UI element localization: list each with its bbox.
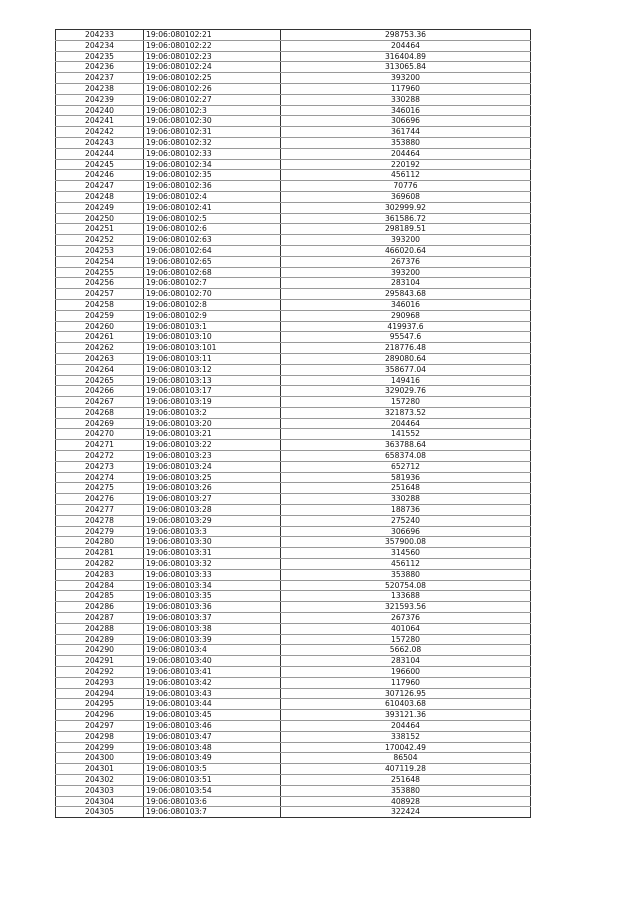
- cadastral-number-cell: 19:06:080103:3: [144, 526, 281, 537]
- table-row: [56, 699, 531, 710]
- table-row: [56, 440, 531, 451]
- row-number-cell: 204241: [56, 116, 144, 127]
- cadastral-number-cell: 19:06:080102:6: [144, 224, 281, 235]
- cadastral-number-cell: 19:06:080103:22: [144, 440, 281, 451]
- table-row: [56, 774, 531, 785]
- row-number-cell: 204271: [56, 440, 144, 451]
- value-cell: 610403.68: [281, 699, 531, 710]
- row-number-cell: 204273: [56, 461, 144, 472]
- row-number-cell: 204261: [56, 332, 144, 343]
- cadastral-number-cell: 19:06:080102:27: [144, 94, 281, 105]
- table-row: [56, 753, 531, 764]
- cadastral-number-cell: 19:06:080103:49: [144, 753, 281, 764]
- cadastral-number-cell: 19:06:080103:2: [144, 407, 281, 418]
- row-number-cell: 204293: [56, 677, 144, 688]
- row-number-cell: 204250: [56, 213, 144, 224]
- table-row: [56, 537, 531, 548]
- cadastral-number-cell: 19:06:080103:41: [144, 667, 281, 678]
- table-row: [56, 580, 531, 591]
- table-row: [56, 656, 531, 667]
- value-cell: 466020.64: [281, 245, 531, 256]
- value-cell: 419937.6: [281, 321, 531, 332]
- row-number-cell: 204258: [56, 299, 144, 310]
- row-number-cell: 204269: [56, 418, 144, 429]
- value-cell: 393200: [281, 235, 531, 246]
- table-row: [56, 40, 531, 51]
- row-number-cell: 204292: [56, 667, 144, 678]
- row-number-cell: 204234: [56, 40, 144, 51]
- value-cell: 330288: [281, 94, 531, 105]
- cadastral-number-cell: 19:06:080102:32: [144, 137, 281, 148]
- row-number-cell: 204274: [56, 472, 144, 483]
- value-cell: 302999.92: [281, 202, 531, 213]
- table-row: [56, 397, 531, 408]
- table-row: [56, 353, 531, 364]
- value-cell: 658374.08: [281, 451, 531, 462]
- row-number-cell: 204266: [56, 386, 144, 397]
- table-row: [56, 170, 531, 181]
- value-cell: 290968: [281, 310, 531, 321]
- cadastral-number-cell: 19:06:080102:33: [144, 148, 281, 159]
- value-cell: 157280: [281, 397, 531, 408]
- cadastral-number-cell: 19:06:080103:30: [144, 537, 281, 548]
- row-number-cell: 204295: [56, 699, 144, 710]
- row-number-cell: 204246: [56, 170, 144, 181]
- value-cell: 329029.76: [281, 386, 531, 397]
- cadastral-number-cell: 19:06:080103:39: [144, 634, 281, 645]
- value-cell: 117960: [281, 83, 531, 94]
- table-row: [56, 526, 531, 537]
- value-cell: 652712: [281, 461, 531, 472]
- cadastral-number-cell: 19:06:080103:19: [144, 397, 281, 408]
- cadastral-number-cell: 19:06:080102:31: [144, 127, 281, 138]
- row-number-cell: 204262: [56, 343, 144, 354]
- row-number-cell: 204243: [56, 137, 144, 148]
- table-row: [56, 213, 531, 224]
- row-number-cell: 204267: [56, 397, 144, 408]
- cadastral-number-cell: 19:06:080102:41: [144, 202, 281, 213]
- cadastral-number-cell: 19:06:080103:46: [144, 721, 281, 732]
- value-cell: 408928: [281, 796, 531, 807]
- cadastral-number-cell: 19:06:080103:47: [144, 731, 281, 742]
- table-row: [56, 83, 531, 94]
- table-row: [56, 235, 531, 246]
- value-cell: 316404.89: [281, 51, 531, 62]
- cadastral-number-cell: 19:06:080102:70: [144, 289, 281, 300]
- value-cell: 353880: [281, 785, 531, 796]
- table-row: [56, 515, 531, 526]
- value-cell: 361744: [281, 127, 531, 138]
- table-row: [56, 267, 531, 278]
- row-number-cell: 204285: [56, 591, 144, 602]
- value-cell: 204464: [281, 418, 531, 429]
- value-cell: 298753.36: [281, 30, 531, 41]
- value-cell: 361586.72: [281, 213, 531, 224]
- row-number-cell: 204240: [56, 105, 144, 116]
- row-number-cell: 204294: [56, 688, 144, 699]
- cadastral-number-cell: 19:06:080103:37: [144, 613, 281, 624]
- value-cell: 321593.56: [281, 602, 531, 613]
- value-cell: 251648: [281, 483, 531, 494]
- cadastral-number-cell: 19:06:080103:23: [144, 451, 281, 462]
- cadastral-number-cell: 19:06:080102:5: [144, 213, 281, 224]
- table-row: [56, 559, 531, 570]
- value-cell: 321873.52: [281, 407, 531, 418]
- table-body: [56, 30, 531, 818]
- table-row: [56, 116, 531, 127]
- table-row: [56, 461, 531, 472]
- value-cell: 86504: [281, 753, 531, 764]
- row-number-cell: 204265: [56, 375, 144, 386]
- cadastral-number-cell: 19:06:080102:65: [144, 256, 281, 267]
- table-row: [56, 677, 531, 688]
- cadastral-number-cell: 19:06:080103:31: [144, 548, 281, 559]
- table-row: [56, 51, 531, 62]
- table-row: [56, 94, 531, 105]
- row-number-cell: 204270: [56, 429, 144, 440]
- cadastral-number-cell: 19:06:080102:22: [144, 40, 281, 51]
- table-row: [56, 494, 531, 505]
- table-row: [56, 202, 531, 213]
- table-row: [56, 386, 531, 397]
- cadastral-number-cell: 19:06:080103:34: [144, 580, 281, 591]
- cadastral-number-cell: 19:06:080103:24: [144, 461, 281, 472]
- row-number-cell: 204304: [56, 796, 144, 807]
- cadastral-number-cell: 19:06:080102:3: [144, 105, 281, 116]
- table-row: [56, 602, 531, 613]
- table-row: [56, 721, 531, 732]
- table-row: [56, 418, 531, 429]
- table-row: [56, 407, 531, 418]
- cadastral-number-cell: 19:06:080102:36: [144, 181, 281, 192]
- table-row: [56, 548, 531, 559]
- value-cell: 369608: [281, 191, 531, 202]
- row-number-cell: 204287: [56, 613, 144, 624]
- row-number-cell: 204254: [56, 256, 144, 267]
- cadastral-number-cell: 19:06:080103:44: [144, 699, 281, 710]
- cadastral-number-cell: 19:06:080102:25: [144, 73, 281, 84]
- row-number-cell: 204242: [56, 127, 144, 138]
- table-row: [56, 796, 531, 807]
- row-number-cell: 204252: [56, 235, 144, 246]
- table-row: [56, 224, 531, 235]
- cadastral-number-cell: 19:06:080103:40: [144, 656, 281, 667]
- table-row: [56, 375, 531, 386]
- table-row: [56, 62, 531, 73]
- row-number-cell: 204299: [56, 742, 144, 753]
- value-cell: 407119.28: [281, 764, 531, 775]
- table-row: [56, 613, 531, 624]
- row-number-cell: 204288: [56, 623, 144, 634]
- value-cell: 188736: [281, 505, 531, 516]
- value-cell: 275240: [281, 515, 531, 526]
- value-cell: 218776.48: [281, 343, 531, 354]
- value-cell: 393200: [281, 73, 531, 84]
- value-cell: 401064: [281, 623, 531, 634]
- table-row: [56, 667, 531, 678]
- cadastral-number-cell: 19:06:080103:26: [144, 483, 281, 494]
- cadastral-number-cell: 19:06:080103:21: [144, 429, 281, 440]
- row-number-cell: 204275: [56, 483, 144, 494]
- cadastral-number-cell: 19:06:080103:29: [144, 515, 281, 526]
- row-number-cell: 204298: [56, 731, 144, 742]
- table-row: [56, 623, 531, 634]
- row-number-cell: 204248: [56, 191, 144, 202]
- value-cell: 313065.84: [281, 62, 531, 73]
- cadastral-number-cell: 19:06:080102:24: [144, 62, 281, 73]
- cadastral-number-cell: 19:06:080103:7: [144, 807, 281, 818]
- table-row: [56, 289, 531, 300]
- cadastral-number-cell: 19:06:080103:6: [144, 796, 281, 807]
- value-cell: 330288: [281, 494, 531, 505]
- value-cell: 251648: [281, 774, 531, 785]
- row-number-cell: 204302: [56, 774, 144, 785]
- table-row: [56, 634, 531, 645]
- cadastral-number-cell: 19:06:080103:5: [144, 764, 281, 775]
- table-row: [56, 645, 531, 656]
- row-number-cell: 204280: [56, 537, 144, 548]
- row-number-cell: 204245: [56, 159, 144, 170]
- table-row: [56, 245, 531, 256]
- cadastral-number-cell: 19:06:080103:25: [144, 472, 281, 483]
- value-cell: 456112: [281, 559, 531, 570]
- cadastral-number-cell: 19:06:080103:10: [144, 332, 281, 343]
- table-row: [56, 764, 531, 775]
- table-row: [56, 256, 531, 267]
- value-cell: 133688: [281, 591, 531, 602]
- table-row: [56, 451, 531, 462]
- row-number-cell: 204238: [56, 83, 144, 94]
- row-number-cell: 204255: [56, 267, 144, 278]
- row-number-cell: 204291: [56, 656, 144, 667]
- table-row: [56, 569, 531, 580]
- value-cell: 283104: [281, 656, 531, 667]
- cadastral-number-cell: 19:06:080102:30: [144, 116, 281, 127]
- cadastral-number-cell: 19:06:080102:35: [144, 170, 281, 181]
- row-number-cell: 204297: [56, 721, 144, 732]
- table-row: [56, 148, 531, 159]
- cadastral-number-cell: 19:06:080103:43: [144, 688, 281, 699]
- row-number-cell: 204237: [56, 73, 144, 84]
- table-row: [56, 591, 531, 602]
- table-row: [56, 159, 531, 170]
- table-row: [56, 181, 531, 192]
- cadastral-number-cell: 19:06:080102:64: [144, 245, 281, 256]
- value-cell: 307126.95: [281, 688, 531, 699]
- table-row: [56, 30, 531, 41]
- value-cell: 157280: [281, 634, 531, 645]
- row-number-cell: 204272: [56, 451, 144, 462]
- row-number-cell: 204256: [56, 278, 144, 289]
- value-cell: 298189.51: [281, 224, 531, 235]
- row-number-cell: 204296: [56, 710, 144, 721]
- row-number-cell: 204284: [56, 580, 144, 591]
- value-cell: 357900.08: [281, 537, 531, 548]
- row-number-cell: 204251: [56, 224, 144, 235]
- cadastral-number-cell: 19:06:080103:38: [144, 623, 281, 634]
- value-cell: 581936: [281, 472, 531, 483]
- value-cell: 70776: [281, 181, 531, 192]
- cadastral-number-cell: 19:06:080103:12: [144, 364, 281, 375]
- value-cell: 204464: [281, 721, 531, 732]
- row-number-cell: 204283: [56, 569, 144, 580]
- table-row: [56, 137, 531, 148]
- table-row: [56, 299, 531, 310]
- row-number-cell: 204301: [56, 764, 144, 775]
- value-cell: 346016: [281, 299, 531, 310]
- row-number-cell: 204305: [56, 807, 144, 818]
- row-number-cell: 204247: [56, 181, 144, 192]
- cadastral-number-cell: 19:06:080103:17: [144, 386, 281, 397]
- value-cell: 267376: [281, 256, 531, 267]
- table-row: [56, 127, 531, 138]
- row-number-cell: 204289: [56, 634, 144, 645]
- value-cell: 204464: [281, 148, 531, 159]
- cadastral-number-cell: 19:06:080103:48: [144, 742, 281, 753]
- value-cell: 346016: [281, 105, 531, 116]
- row-number-cell: 204279: [56, 526, 144, 537]
- cadastral-number-cell: 19:06:080103:101: [144, 343, 281, 354]
- value-cell: 170042.49: [281, 742, 531, 753]
- value-cell: 306696: [281, 526, 531, 537]
- cadastral-number-cell: 19:06:080103:32: [144, 559, 281, 570]
- value-cell: 149416: [281, 375, 531, 386]
- row-number-cell: 204263: [56, 353, 144, 364]
- cadastral-number-cell: 19:06:080103:11: [144, 353, 281, 364]
- cadastral-number-cell: 19:06:080102:7: [144, 278, 281, 289]
- row-number-cell: 204233: [56, 30, 144, 41]
- value-cell: 283104: [281, 278, 531, 289]
- table-row: [56, 310, 531, 321]
- cadastral-number-cell: 19:06:080103:33: [144, 569, 281, 580]
- cadastral-number-cell: 19:06:080103:35: [144, 591, 281, 602]
- cadastral-number-cell: 19:06:080102:21: [144, 30, 281, 41]
- value-cell: 358677.04: [281, 364, 531, 375]
- row-number-cell: 204239: [56, 94, 144, 105]
- row-number-cell: 204253: [56, 245, 144, 256]
- value-cell: 338152: [281, 731, 531, 742]
- cadastral-number-cell: 19:06:080103:4: [144, 645, 281, 656]
- table-row: [56, 710, 531, 721]
- cadastral-number-cell: 19:06:080103:20: [144, 418, 281, 429]
- cadastral-number-cell: 19:06:080102:68: [144, 267, 281, 278]
- row-number-cell: 204249: [56, 202, 144, 213]
- table-row: [56, 191, 531, 202]
- table-row: [56, 807, 531, 818]
- cadastral-number-cell: 19:06:080103:42: [144, 677, 281, 688]
- table-row: [56, 343, 531, 354]
- table-row: [56, 742, 531, 753]
- row-number-cell: 204236: [56, 62, 144, 73]
- cadastral-number-cell: 19:06:080102:9: [144, 310, 281, 321]
- table-row: [56, 429, 531, 440]
- table-row: [56, 472, 531, 483]
- value-cell: 456112: [281, 170, 531, 181]
- table-row: [56, 321, 531, 332]
- row-number-cell: 204303: [56, 785, 144, 796]
- row-number-cell: 204268: [56, 407, 144, 418]
- row-number-cell: 204257: [56, 289, 144, 300]
- cadastral-number-cell: 19:06:080103:27: [144, 494, 281, 505]
- row-number-cell: 204282: [56, 559, 144, 570]
- cadastral-number-cell: 19:06:080103:13: [144, 375, 281, 386]
- table-row: [56, 332, 531, 343]
- value-cell: 5662.08: [281, 645, 531, 656]
- cadastral-number-cell: 19:06:080103:54: [144, 785, 281, 796]
- row-number-cell: 204244: [56, 148, 144, 159]
- value-cell: 363788.64: [281, 440, 531, 451]
- value-cell: 196600: [281, 667, 531, 678]
- row-number-cell: 204290: [56, 645, 144, 656]
- table-row: [56, 73, 531, 84]
- value-cell: 353880: [281, 569, 531, 580]
- cadastral-number-cell: 19:06:080102:4: [144, 191, 281, 202]
- value-cell: 220192: [281, 159, 531, 170]
- row-number-cell: 204235: [56, 51, 144, 62]
- row-number-cell: 204277: [56, 505, 144, 516]
- table-row: [56, 105, 531, 116]
- row-number-cell: 204260: [56, 321, 144, 332]
- cadastral-number-cell: 19:06:080102:23: [144, 51, 281, 62]
- table-row: [56, 364, 531, 375]
- cadastral-number-cell: 19:06:080103:51: [144, 774, 281, 785]
- row-number-cell: 204278: [56, 515, 144, 526]
- row-number-cell: 204300: [56, 753, 144, 764]
- table-row: [56, 688, 531, 699]
- row-number-cell: 204259: [56, 310, 144, 321]
- value-cell: 393121.36: [281, 710, 531, 721]
- value-cell: 314560: [281, 548, 531, 559]
- cadastral-number-cell: 19:06:080103:1: [144, 321, 281, 332]
- table-row: [56, 505, 531, 516]
- value-cell: 95547.6: [281, 332, 531, 343]
- value-cell: 353880: [281, 137, 531, 148]
- table-row: [56, 278, 531, 289]
- row-number-cell: 204281: [56, 548, 144, 559]
- value-cell: 141552: [281, 429, 531, 440]
- value-cell: 393200: [281, 267, 531, 278]
- cadastral-number-cell: 19:06:080102:8: [144, 299, 281, 310]
- value-cell: 289080.64: [281, 353, 531, 364]
- value-cell: 306696: [281, 116, 531, 127]
- value-cell: 322424: [281, 807, 531, 818]
- cadastral-number-cell: 19:06:080103:45: [144, 710, 281, 721]
- table-row: [56, 483, 531, 494]
- value-cell: 267376: [281, 613, 531, 624]
- table-row: [56, 785, 531, 796]
- row-number-cell: 204276: [56, 494, 144, 505]
- row-number-cell: 204264: [56, 364, 144, 375]
- cadastral-number-cell: 19:06:080102:63: [144, 235, 281, 246]
- table-row: [56, 731, 531, 742]
- value-cell: 520754.08: [281, 580, 531, 591]
- cadastral-number-cell: 19:06:080102:26: [144, 83, 281, 94]
- cadastral-number-cell: 19:06:080102:34: [144, 159, 281, 170]
- row-number-cell: 204286: [56, 602, 144, 613]
- cadastral-value-table: [55, 29, 531, 818]
- value-cell: 204464: [281, 40, 531, 51]
- cadastral-number-cell: 19:06:080103:36: [144, 602, 281, 613]
- value-cell: 295843.68: [281, 289, 531, 300]
- value-cell: 117960: [281, 677, 531, 688]
- cadastral-number-cell: 19:06:080103:28: [144, 505, 281, 516]
